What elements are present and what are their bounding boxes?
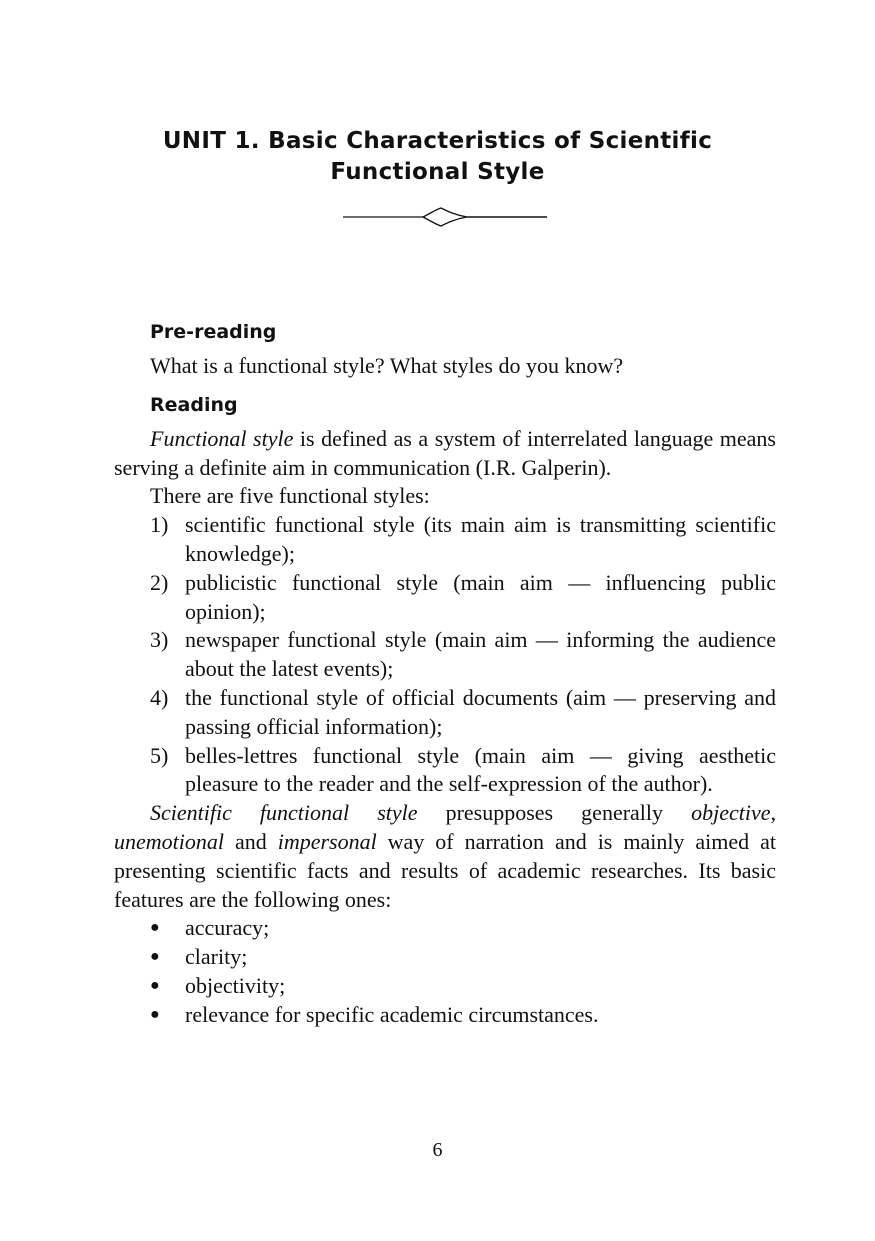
list-item	[114, 742, 776, 800]
list-item	[114, 569, 776, 627]
list-item	[114, 943, 776, 972]
diamond-rule-ornament-icon	[343, 205, 547, 229]
bullet-icon: ●	[150, 948, 160, 966]
comma: ,	[770, 800, 776, 826]
list-item	[114, 684, 776, 742]
feature-text: accuracy;	[185, 915, 270, 941]
list-item-text: scientific functional style (its main aim is transmitting scientific knowledge);	[185, 512, 776, 566]
bullet-icon: ●	[150, 976, 160, 994]
list-item-text: the functional style of official documents (aim — preserving and passing official information);	[185, 684, 776, 739]
feature-text: relevance for specific academic circumstances.	[185, 1001, 599, 1027]
scientific-text-part: presupposes generally	[417, 800, 692, 826]
list-item-text: newspaper functional style (main aim — informing the audience about the latest events);	[185, 627, 776, 682]
unemotional-term: unemotional	[114, 828, 224, 854]
styles-intro: There are five functional styles:	[150, 483, 430, 509]
list-item-text: publicistic functional style (main aim — influencing public opinion);	[185, 569, 776, 624]
scientific-text-rest: way of narration and is mainly aimed at presenting scientific facts and results of academic researches. Its basic features are the following ones:	[114, 828, 776, 912]
reading-heading: Reading	[150, 393, 238, 416]
list-item	[114, 1001, 776, 1030]
list-item-number: 5)	[150, 742, 169, 768]
list-item-number: 2)	[150, 569, 169, 595]
list-item-number: 3)	[150, 627, 169, 653]
pre-reading-heading: Pre-reading	[150, 321, 277, 343]
document-body	[114, 318, 776, 1030]
list-item	[114, 972, 776, 1001]
scientific-style-term: Scientific functional style	[150, 800, 418, 826]
unit-title	[0, 126, 875, 188]
list-item-text: belles-lettres functional style (main aim — giving aesthetic pleasure to the reader and the self-expression of the author).	[185, 742, 776, 797]
definition-text: is defined as a system of interrelated language means serving a definite aim in communication (I.R. Galperin).	[114, 425, 776, 480]
and-text: and	[224, 828, 278, 854]
scientific-style-paragraph	[114, 799, 776, 914]
feature-text: objectivity;	[185, 972, 286, 998]
list-item	[114, 626, 776, 684]
feature-text: clarity;	[185, 944, 248, 970]
page-number: 6	[432, 1139, 443, 1161]
impersonal-term: impersonal	[277, 828, 377, 854]
unit-title-line-1: UNIT 1. Basic Characteristics of Scientific	[162, 128, 713, 155]
bullet-icon: ●	[150, 919, 160, 937]
pre-reading-question: What is a functional style? What styles do you know?	[150, 353, 624, 378]
list-item	[114, 511, 776, 569]
features-list	[114, 914, 776, 1029]
list-item-number: 1)	[150, 512, 169, 538]
list-item-number: 4)	[150, 684, 169, 710]
objective-term: objective	[691, 800, 771, 826]
functional-style-term: Functional style	[150, 425, 294, 451]
bullet-icon: ●	[150, 1005, 160, 1023]
functional-styles-list	[114, 511, 776, 799]
unit-title-line-2: Functional Style	[330, 159, 545, 186]
list-item	[114, 914, 776, 943]
definition-paragraph	[114, 425, 776, 483]
